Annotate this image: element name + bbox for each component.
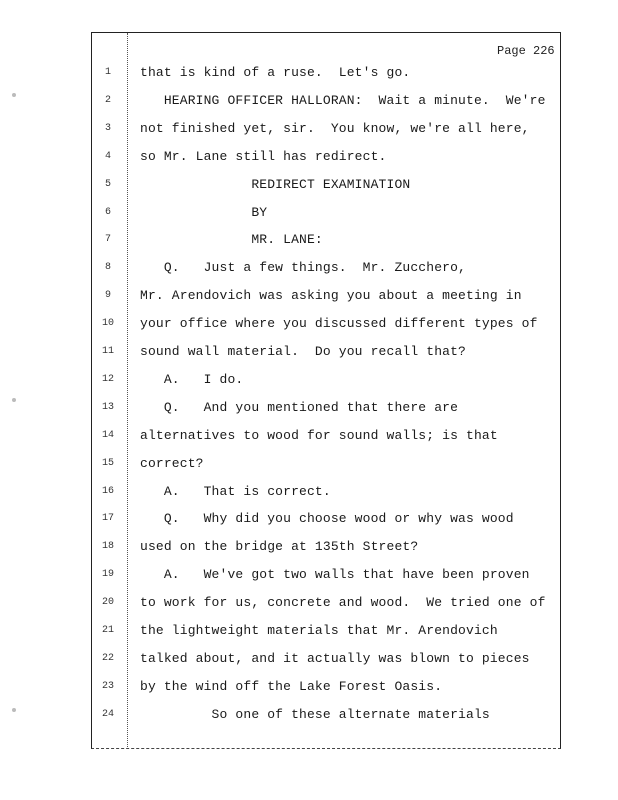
transcript-line: not finished yet, sir. You know, we're all here, (140, 121, 530, 136)
transcript-line: BY (140, 205, 268, 220)
line-number: 17 (101, 513, 114, 524)
line-number: 3 (104, 123, 111, 134)
transcript-line: A. I do. (140, 372, 244, 387)
line-number: 19 (101, 569, 114, 580)
line-number: 5 (104, 179, 111, 190)
binder-hole-mark (12, 93, 16, 97)
line-number-margin-rule (127, 33, 128, 747)
line-number: 20 (101, 597, 114, 608)
transcript-line: Mr. Arendovich was asking you about a meeting in (140, 288, 522, 303)
binder-hole-mark (12, 708, 16, 712)
transcript-line: to work for us, concrete and wood. We tried one of (140, 595, 546, 610)
transcript-line: HEARING OFFICER HALLORAN: Wait a minute. We're (140, 93, 546, 108)
transcript-line: sound wall material. Do you recall that? (140, 344, 467, 359)
transcript-line: talked about, and it actually was blown to pieces (140, 651, 530, 666)
transcript-line: the lightweight materials that Mr. Arendovich (140, 623, 498, 638)
page-number: Page 226 (497, 44, 555, 58)
line-number: 18 (101, 541, 114, 552)
line-number: 21 (101, 625, 114, 636)
line-number: 9 (104, 290, 111, 301)
transcript-line: alternatives to wood for sound walls; is that (140, 428, 498, 443)
line-number: 24 (101, 709, 114, 720)
line-number: 2 (104, 95, 111, 106)
transcript-line: Q. And you mentioned that there are (140, 400, 459, 415)
transcript-page (91, 32, 561, 749)
transcript-line: by the wind off the Lake Forest Oasis. (140, 679, 443, 694)
line-number: 13 (101, 402, 114, 413)
transcript-line: used on the bridge at 135th Street? (140, 539, 419, 554)
line-number: 12 (101, 374, 114, 385)
transcript-line: A. That is correct. (140, 484, 331, 499)
line-number: 15 (101, 458, 114, 469)
transcript-line: correct? (140, 456, 204, 471)
line-number: 4 (104, 151, 111, 162)
transcript-line: A. We've got two walls that have been proven (140, 567, 530, 582)
transcript-line: Q. Just a few things. Mr. Zucchero, (140, 260, 467, 275)
line-number: 23 (101, 681, 114, 692)
line-number: 6 (104, 207, 111, 218)
transcript-line: your office where you discussed different types of (140, 316, 538, 331)
binder-hole-mark (12, 398, 16, 402)
line-number: 8 (104, 262, 111, 273)
line-number: 1 (104, 67, 111, 78)
line-number: 14 (101, 430, 114, 441)
line-number: 22 (101, 653, 114, 664)
line-number: 11 (101, 346, 114, 357)
transcript-line: So one of these alternate materials (140, 707, 490, 722)
transcript-line: MR. LANE: (140, 232, 323, 247)
line-number: 16 (101, 486, 114, 497)
transcript-line: Q. Why did you choose wood or why was wood (140, 511, 514, 526)
transcript-line: REDIRECT EXAMINATION (140, 177, 411, 192)
line-number: 10 (101, 318, 114, 329)
transcript-line: that is kind of a ruse. Let's go. (140, 65, 411, 80)
line-number: 7 (104, 234, 111, 245)
transcript-line: so Mr. Lane still has redirect. (140, 149, 387, 164)
